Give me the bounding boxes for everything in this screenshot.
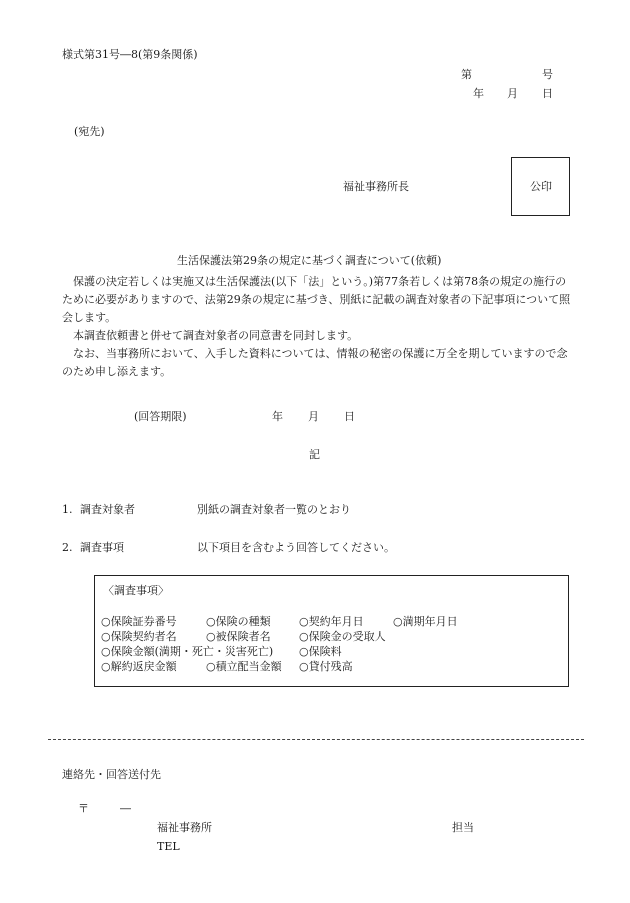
survey-item: ○積立配当金額 xyxy=(206,660,282,673)
deadline-day: 日 xyxy=(344,410,355,423)
form-number: 様式第31号―8(第9条関係) xyxy=(62,48,198,61)
cut-line-divider xyxy=(48,739,584,740)
survey-item: ○貸付残高 xyxy=(299,660,353,673)
postal-mark: 〒 xyxy=(78,802,89,815)
seal-label: 公印 xyxy=(530,180,552,193)
doc-number-dai: 第 xyxy=(461,68,472,81)
item-1-number: 1. xyxy=(62,503,73,516)
item-2-number: 2. xyxy=(62,541,73,554)
document-title: 生活保護法第29条の規定に基づく調査について(依頼) xyxy=(177,254,442,267)
survey-box-title: 〈調査事項〉 xyxy=(103,584,169,597)
addressee: (宛先) xyxy=(74,125,105,138)
item-1-value: 別紙の調査対象者一覧のとおり xyxy=(197,503,351,516)
body-paragraph-3: なお、当事務所において、入手した資料については、情報の秘密の保護に万全を期していますので念のため申し添えます。 xyxy=(62,347,568,378)
survey-item: ○保険金の受取人 xyxy=(299,630,386,643)
ki-heading: 記 xyxy=(309,448,320,461)
body-paragraph-1: 保護の決定若しくは実施又は生活保護法(以下「法」という。)第77条若しくは第78条の規定の施行のために必要がありますので、法第29条の規定に基づき、別紙に記載の調査対象者の下記事項について照会します。 xyxy=(62,275,571,324)
date-month: 月 xyxy=(507,87,518,100)
survey-item: ○保険料 xyxy=(299,645,342,658)
body-paragraph-2: 本調査依頼書と併せて調査対象者の同意書を同封します。 xyxy=(73,329,359,342)
date-day: 日 xyxy=(542,87,553,100)
item-1-label: 調査対象者 xyxy=(80,503,135,516)
survey-item: ○満期年月日 xyxy=(393,615,458,628)
survey-item: ○保険金額(満期・死亡・災害死亡) xyxy=(101,645,274,658)
seal-box xyxy=(511,157,570,216)
doc-number-go: 号 xyxy=(542,68,553,81)
contact-tel: TEL xyxy=(157,840,180,853)
survey-item: ○契約年月日 xyxy=(299,615,364,628)
survey-items-box xyxy=(94,575,569,687)
deadline-year: 年 xyxy=(272,410,283,423)
survey-item: ○解約返戻金額 xyxy=(101,660,177,673)
survey-item: ○保険証券番号 xyxy=(101,615,177,628)
survey-item: ○保険契約者名 xyxy=(101,630,177,643)
deadline-month: 月 xyxy=(308,410,319,423)
item-2-label: 調査事項 xyxy=(80,541,124,554)
contact-office: 福祉事務所 xyxy=(157,821,212,834)
item-2-value: 以下項目を含むよう回答してください。 xyxy=(197,541,395,554)
contact-tantou: 担当 xyxy=(452,821,474,834)
survey-item: ○被保険者名 xyxy=(206,630,271,643)
deadline-label: (回答期限) xyxy=(134,410,187,423)
postal-dash: ― xyxy=(120,802,131,815)
sender: 福祉事務所長 xyxy=(343,180,409,193)
survey-item: ○保険の種類 xyxy=(206,615,271,628)
date-year: 年 xyxy=(473,87,484,100)
contact-heading: 連絡先・回答送付先 xyxy=(62,768,161,781)
